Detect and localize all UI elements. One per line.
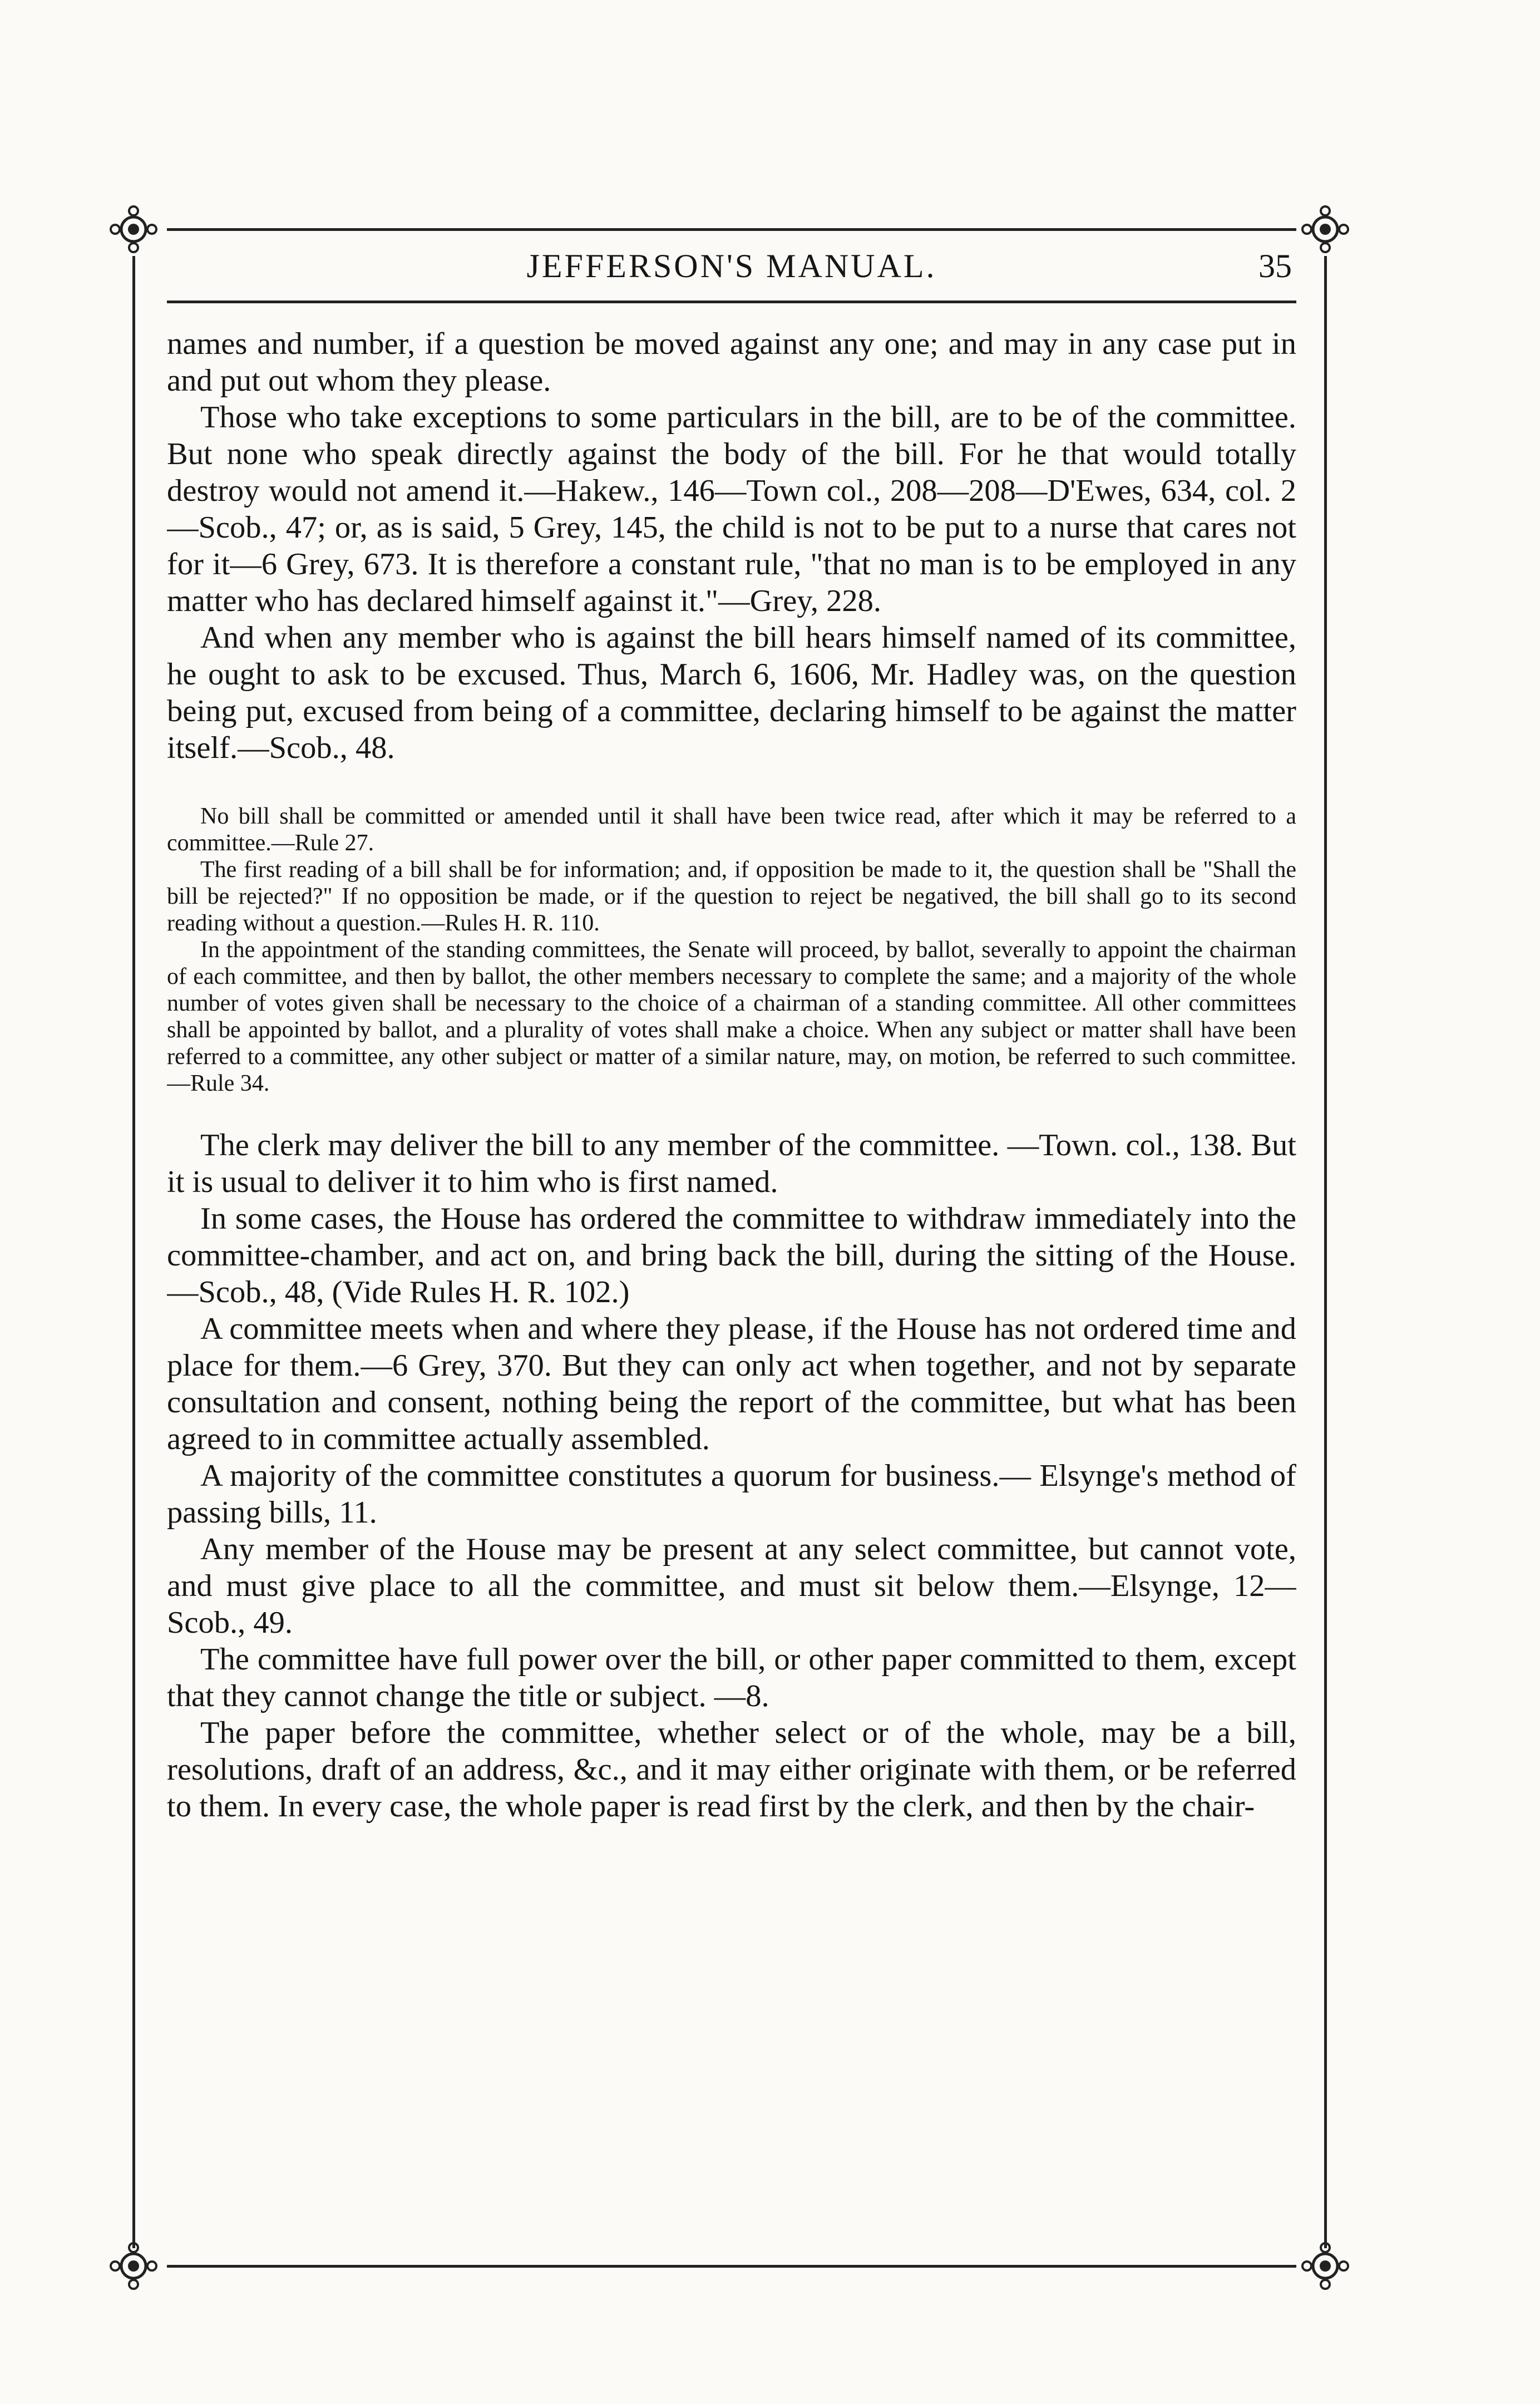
paragraph: The clerk may deliver the bill to any member of the committee. —Town. col., 138. But it is usual to deliver it to him who is first named.: [167, 1128, 1296, 1199]
corner-ornament-top-left-icon: [108, 204, 159, 254]
corner-ornament-bottom-left-icon: [108, 2241, 159, 2291]
paragraph: And when any member who is against the bill hears himself named of its committee, he ought to ask to be excused. Thus, March 6, 1606, Mr. Hadley was, on the question being put, excused from being of a committee, declaring himself to be against the matter itself.—Scob., 48.: [167, 620, 1296, 765]
paragraph: The committee have full power over the bill, or other paper committed to them, except that they cannot change the title or subject. —8.: [167, 1642, 1296, 1713]
paragraph: A majority of the committee constitutes a quorum for business.— Elsynge's method of passing bills, 11.: [167, 1459, 1296, 1530]
page-number: 35: [1258, 248, 1292, 284]
corner-ornament-top-right-icon: [1300, 204, 1350, 254]
paragraph: A committee meets when and where they please, if the House has not ordered time and place for them.—6 Grey, 370. But they can only act when together, and not by separate consultation and consent, nothing being the report of the committee, but what has been agreed to in committee actually assembled.: [167, 1312, 1296, 1456]
paragraph: names and number, if a question be moved against any one; and may in any case put in and put out whom they please.: [167, 327, 1296, 398]
note-paragraph: No bill shall be committed or amended until it shall have been twice read, after which it may be referred to a committee.—Rule 27.: [167, 804, 1296, 856]
frame-bottom-rule: [167, 2265, 1296, 2268]
rules-notes: [167, 803, 1296, 1097]
frame-top-rule: [167, 228, 1296, 231]
note-paragraph: The first reading of a bill shall be for information; and, if opposition be made to it, the question shall be "Shall the bill be rejected?" If no opposition be made, or if the question to reject be negatived, the bill shall go to its second reading without a question.—Rules H. R. 110.: [167, 857, 1296, 936]
book-page: [167, 239, 1296, 2254]
paragraph: The paper before the committee, whether select or of the whole, may be a bill, resolutions, draft of an address, &c., and it may either originate with them, or be referred to them. In every case, the whole paper is read first by the clerk, and then by the chair-: [167, 1716, 1296, 1824]
paragraph: Those who take exceptions to some particulars in the bill, are to be of the committee. But none who speak directly against the body of the bill. For he that would totally destroy would not amend it.—Hakew., 146—Town col., 208—208—D'Ewes, 634, col. 2 —Scob., 47; or, as is said, 5 Grey, 145, the child is not to be put to a nurse that cares not for it—6 Grey, 673. It is therefore a constant rule, "that no man is to be employed in any matter who has declared himself against it."—Grey, 228.: [167, 400, 1296, 618]
running-title: JEFFERSON'S MANUAL.: [526, 248, 937, 284]
frame-right-rule: [1324, 256, 1327, 2248]
note-paragraph: In the appointment of the standing committees, the Senate will proceed, by ballot, severally to appoint the chairman of each committee, and then by ballot, the other members necessary to complete the same; and a majority of the whole number of votes given shall be necessary to the choice of a chairman of a standing committee. All other committees shall be appointed by ballot, and a plurality of votes shall make a choice. When any subject or matter shall have been referred to a committee, any other subject or matter of a similar nature, may, on motion, be referred to such committee.—Rule 34.: [167, 937, 1296, 1096]
frame-left-rule: [132, 256, 135, 2248]
paragraph: Any member of the House may be present at any select committee, but cannot vote, and must give place to all the committee, and must sit below them.—Elsynge, 12—Scob., 49.: [167, 1532, 1296, 1640]
corner-ornament-bottom-right-icon: [1300, 2241, 1350, 2291]
main-text: [167, 326, 1296, 1825]
page-header: [167, 239, 1296, 303]
paragraph: In some cases, the House has ordered the committee to withdraw immediately into the committee-chamber, and act on, and bring back the bill, during the sitting of the House.—Scob., 48, (Vide Rules H. R. 102.): [167, 1201, 1296, 1309]
